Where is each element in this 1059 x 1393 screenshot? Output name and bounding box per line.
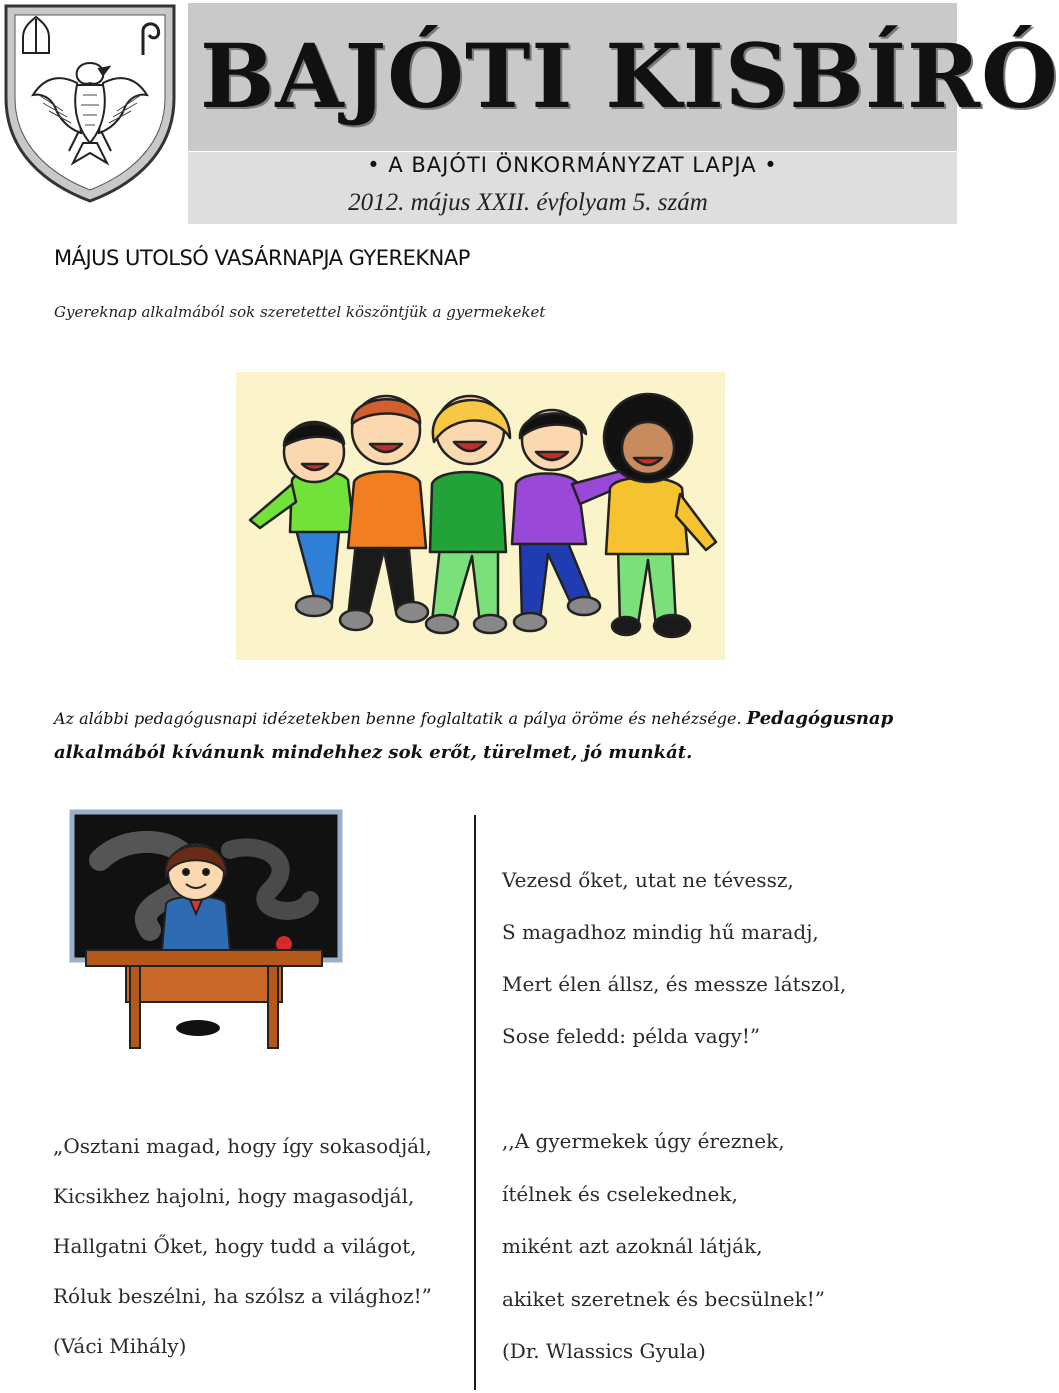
children-illustration — [236, 372, 725, 660]
quote-line: „Osztani magad, hogy így sokasodjál, — [53, 1134, 432, 1158]
quote-author: (Váci Mihály) — [53, 1334, 187, 1358]
intro-text: Az alábbi pedagógusnapi idézetekben benne foglaltatik a pálya öröme és nehézsége. — [54, 709, 747, 728]
quote-wlassics-gyula — [502, 1115, 942, 1378]
issue-info: 2012. május XXII. évfolyam 5. szám — [348, 189, 708, 216]
quote-line: miként azt azoknál látják, — [502, 1234, 763, 1258]
quote-line: akiket szeretnek és becsülnek!” — [502, 1286, 825, 1311]
greeting-text: Gyereknap alkalmából sok szeretettel köszöntjük a gyermekeket — [54, 303, 546, 321]
quote-line: Hallgatni Őket, hogy tudd a világot, — [53, 1234, 417, 1258]
quote-line: ítélnek és cselekednek, — [502, 1181, 738, 1206]
teacher-at-blackboard-illustration — [70, 810, 342, 1052]
quote-line: Sose feledd: példa vagy!” — [502, 1024, 761, 1048]
coat-of-arms-logo — [3, 3, 177, 203]
quote-line: ,,A gyermekek úgy éreznek, — [502, 1129, 785, 1153]
quote-line: Róluk beszélni, ha szólsz a világhoz!” — [53, 1284, 432, 1308]
quote-top — [502, 854, 942, 1062]
column-divider — [474, 815, 476, 1390]
intro-wish-text: Pedagógusnap alkalmából kívánunk mindehhez sok erőt, türelmet, jó munkát. — [54, 708, 894, 763]
quote-line: S magadhoz mindig hű maradj, — [502, 920, 819, 944]
newspaper-title: BAJÓTI KISBÍRÓ — [200, 24, 1059, 128]
newspaper-subtitle: • A BAJÓTI ÖNKORMÁNYZAT LAPJA • — [367, 153, 778, 177]
quote-line: Kicsikhez hajolni, hogy magasodjál, — [53, 1184, 415, 1208]
quote-line: Vezesd őket, utat ne tévessz, — [502, 868, 794, 892]
article-headline: MÁJUS UTOLSÓ VASÁRNAPJA GYEREKNAP — [54, 246, 470, 270]
intro-paragraph — [54, 702, 904, 772]
quote-vaci-mihaly — [53, 1121, 463, 1371]
quote-author: (Dr. Wlassics Gyula) — [502, 1339, 706, 1363]
quote-line: Mert élen állsz, és messze látszol, — [502, 972, 847, 996]
